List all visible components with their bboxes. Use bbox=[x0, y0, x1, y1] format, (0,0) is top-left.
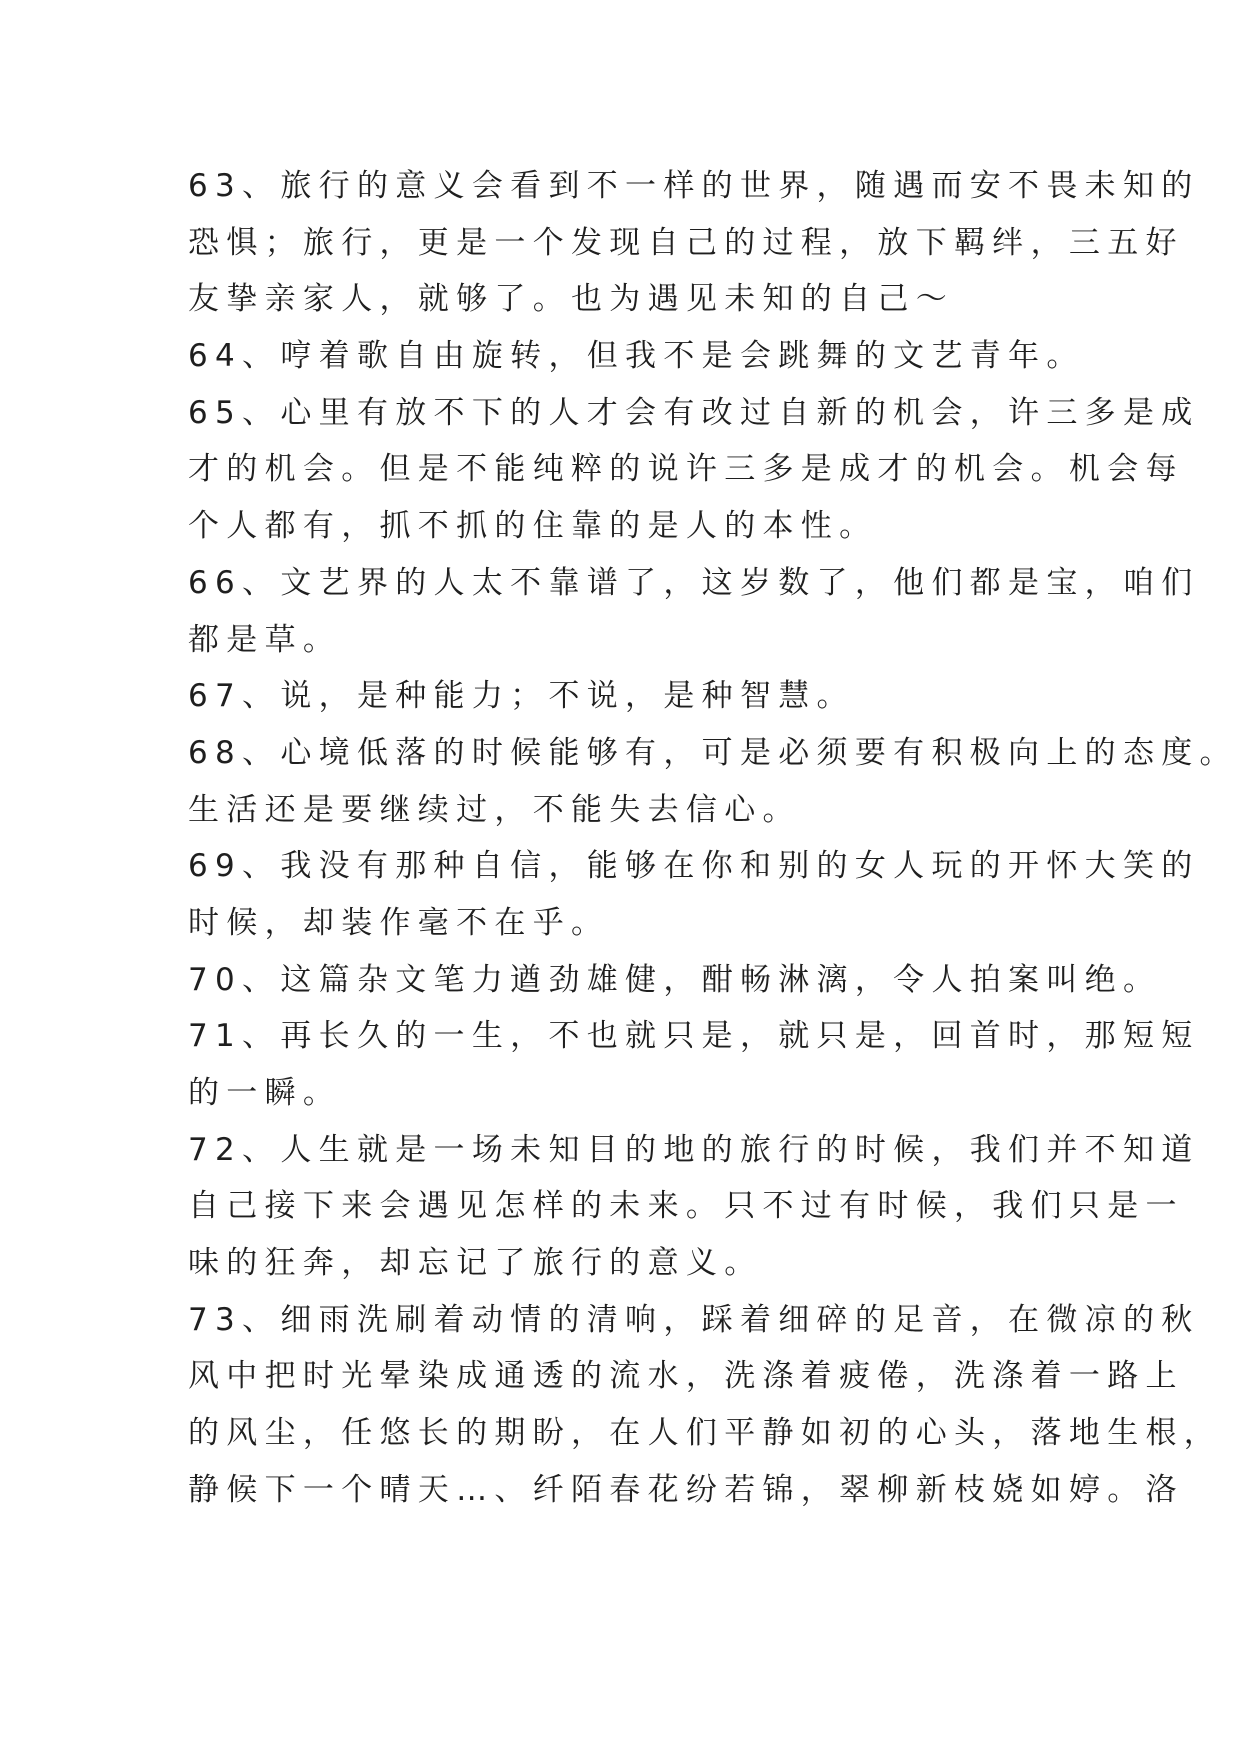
text-line: 65、心里有放不下的人才会有改过自新的机会，许三多是成 bbox=[188, 394, 1200, 431]
text-line: 个人都有，抓不抓的住靠的是人的本性。 bbox=[188, 508, 878, 545]
text-line: 66、文艺界的人太不靠谱了，这岁数了，他们都是宝，咱们 bbox=[188, 564, 1200, 601]
text-line: 自己接下来会遇见怎样的未来。只不过有时候，我们只是一 bbox=[188, 1188, 1184, 1225]
text-line: 友挚亲家人，就够了。也为遇见未知的自己～ bbox=[188, 281, 954, 318]
text-line: 才的机会。但是不能纯粹的说许三多是成才的机会。机会每 bbox=[188, 451, 1184, 488]
text-line: 风中把时光晕染成通透的流水，洗涤着疲倦，洗涤着一路上 bbox=[188, 1358, 1184, 1395]
text-line: 67、说，是种能力；不说，是种智慧。 bbox=[188, 678, 855, 715]
text-line: 72、人生就是一场未知目的地的旅行的时候，我们并不知道 bbox=[188, 1131, 1200, 1168]
text-line: 都是草。 bbox=[188, 621, 342, 658]
text-line: 73、细雨洗刷着动情的清响，踩着细碎的足音，在微凉的秋 bbox=[188, 1301, 1200, 1338]
text-line: 生活还是要继续过，不能失去信心。 bbox=[188, 791, 801, 828]
text-line: 68、心境低落的时候能够有，可是必须要有积极向上的态度。 bbox=[188, 734, 1238, 771]
document-body bbox=[188, 158, 1238, 1519]
text-line: 味的狂奔，却忘记了旅行的意义。 bbox=[188, 1245, 763, 1282]
text-line: 69、我没有那种自信，能够在你和别的女人玩的开怀大笑的 bbox=[188, 848, 1200, 885]
text-line: 的风尘，任悠长的期盼，在人们平静如初的心头，落地生根， bbox=[188, 1415, 1223, 1452]
text-line: 64、哼着歌自由旋转，但我不是会跳舞的文艺青年。 bbox=[188, 338, 1085, 375]
text-line: 恐惧；旅行，更是一个发现自己的过程，放下羁绊，三五好 bbox=[188, 224, 1184, 261]
text-line: 静候下一个晴天…、纤陌春花纷若锦，翠柳新枝娆如婷。洛 bbox=[188, 1471, 1184, 1508]
text-line: 时候，却装作毫不在乎。 bbox=[188, 904, 610, 941]
text-line: 63、旅行的意义会看到不一样的世界，随遇而安不畏未知的 bbox=[188, 168, 1200, 204]
text-line: 的一瞬。 bbox=[188, 1075, 342, 1111]
text-line: 70、这篇杂文笔力遒劲雄健，酣畅淋漓，令人拍案叫绝。 bbox=[188, 961, 1162, 998]
text-line: 71、再长久的一生，不也就只是，就只是，回首时，那短短 bbox=[188, 1018, 1200, 1055]
